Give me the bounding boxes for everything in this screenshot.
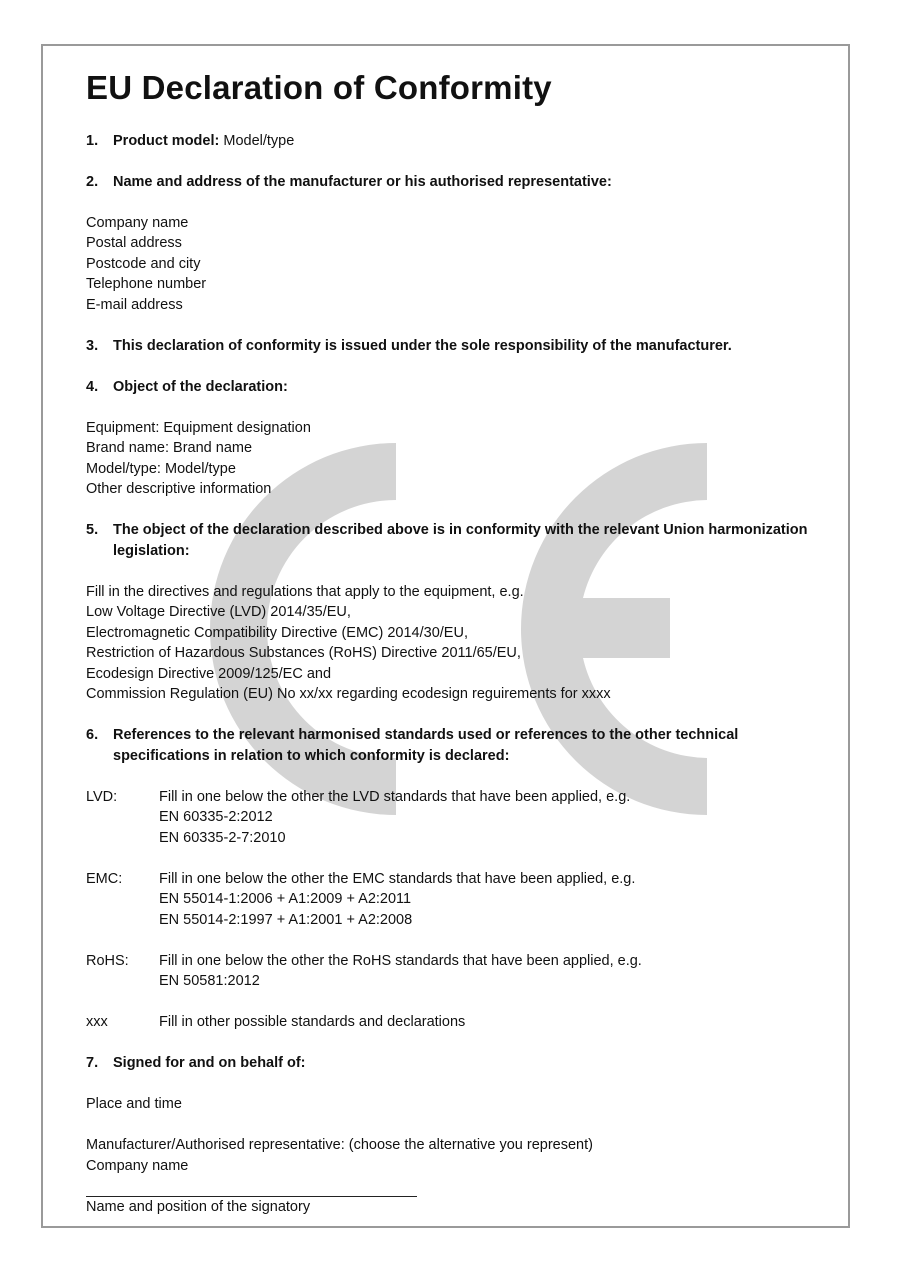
section-conformity — [86, 520, 826, 561]
section-signature — [86, 1053, 826, 1074]
standard-row-other — [86, 1012, 826, 1033]
standard-label: RoHS: — [86, 952, 129, 969]
standard-label: EMC: — [86, 870, 123, 887]
section-heading: The object of the declaration described above is in conformity with the relevant Union harmonization legislation: — [113, 522, 808, 559]
standard-line: EN 55014-2:1997 + A1:2001 + A2:2008 — [159, 911, 413, 928]
object-line: Model/type: Model/type — [86, 460, 236, 477]
signature-caption: Name and position of the signatory — [86, 1199, 311, 1215]
object-line: Brand name: Brand name — [86, 440, 253, 456]
section-heading: Signed for and on behalf of: — [113, 1055, 306, 1071]
standard-line: Fill in one below the other the LVD standards that have been applied, e.g. — [159, 788, 631, 805]
standard-line: EN 55014-1:2006 + A1:2009 + A2:2011 — [159, 891, 412, 907]
section-object — [86, 377, 826, 398]
page-title: EU Declaration of Conformity — [86, 69, 552, 106]
standard-row-rohs — [86, 951, 826, 992]
object-details — [86, 418, 826, 500]
directive-line: Ecodesign Directive 2009/125/EC and — [86, 665, 332, 682]
section-number: 7. — [86, 1055, 99, 1071]
standard-line: Fill in one below the other the RoHS standards that have been applied, e.g. — [159, 952, 642, 969]
standard-row-lvd — [86, 787, 826, 849]
section-manufacturer — [86, 172, 826, 193]
address-line: Company name — [86, 214, 189, 231]
section-heading: Object of the declaration: — [113, 378, 288, 395]
section-heading: Product model: — [113, 132, 220, 149]
section-heading: This declaration of conformity is issued under the sole responsibility of the manufacturer. — [113, 337, 732, 354]
directive-line: Fill in the directives and regulations that apply to the equipment, e.g. — [86, 583, 524, 600]
section-number: 6. — [86, 727, 99, 743]
standard-line: Fill in one below the other the EMC standards that have been applied, e.g. — [159, 870, 636, 887]
standard-row-emc — [86, 869, 826, 931]
place-and-time: Place and time — [86, 1096, 182, 1112]
declaration-content — [86, 66, 826, 1218]
object-line: Other descriptive information — [86, 481, 272, 497]
address-line: Postcode and city — [86, 255, 201, 272]
section-heading: References to the relevant harmonised standards used or references to the other technical specifications in relation to which conformity is declared: — [113, 727, 739, 764]
directive-list — [86, 582, 826, 705]
signatory-line: Manufacturer/Authorised representative: (choose the alternative you represent) — [86, 1137, 593, 1153]
standard-label: LVD: — [86, 788, 118, 805]
signatory-line: Company name — [86, 1157, 189, 1174]
section-standards — [86, 725, 826, 766]
standard-line: Fill in other possible standards and declarations — [159, 1014, 466, 1030]
signatory-details — [86, 1135, 826, 1176]
standard-line: EN 50581:2012 — [159, 973, 260, 989]
directive-line: Restriction of Hazardous Substances (RoHS) Directive 2011/65/EU, — [86, 645, 521, 661]
section-number: 4. — [86, 378, 99, 395]
section-heading: Name and address of the manufacturer or his authorised representative: — [113, 173, 612, 190]
product-model-value: Model/type — [223, 132, 295, 149]
standard-line: EN 60335-2-7:2010 — [159, 829, 286, 846]
directive-line: Commission Regulation (EU) No xx/xx regarding ecodesign reguirements for xxxx — [86, 686, 611, 702]
manufacturer-address — [86, 213, 826, 316]
section-number: 1. — [86, 132, 99, 149]
object-line: Equipment: Equipment designation — [86, 419, 311, 436]
standard-line: EN 60335-2:2012 — [159, 809, 273, 825]
directive-line: Electromagnetic Compatibility Directive (EMC) 2014/30/EU, — [86, 624, 468, 641]
address-line: E-mail address — [86, 296, 183, 313]
address-line: Telephone number — [86, 276, 207, 292]
standard-label: xxx — [86, 1014, 108, 1030]
address-line: Postal address — [86, 235, 182, 251]
section-responsibility — [86, 336, 826, 357]
section-number: 3. — [86, 337, 99, 354]
section-number: 2. — [86, 173, 99, 190]
directive-line: Low Voltage Directive (LVD) 2014/35/EU, — [86, 604, 351, 620]
section-product-model — [86, 131, 826, 152]
section-number: 5. — [86, 522, 99, 538]
